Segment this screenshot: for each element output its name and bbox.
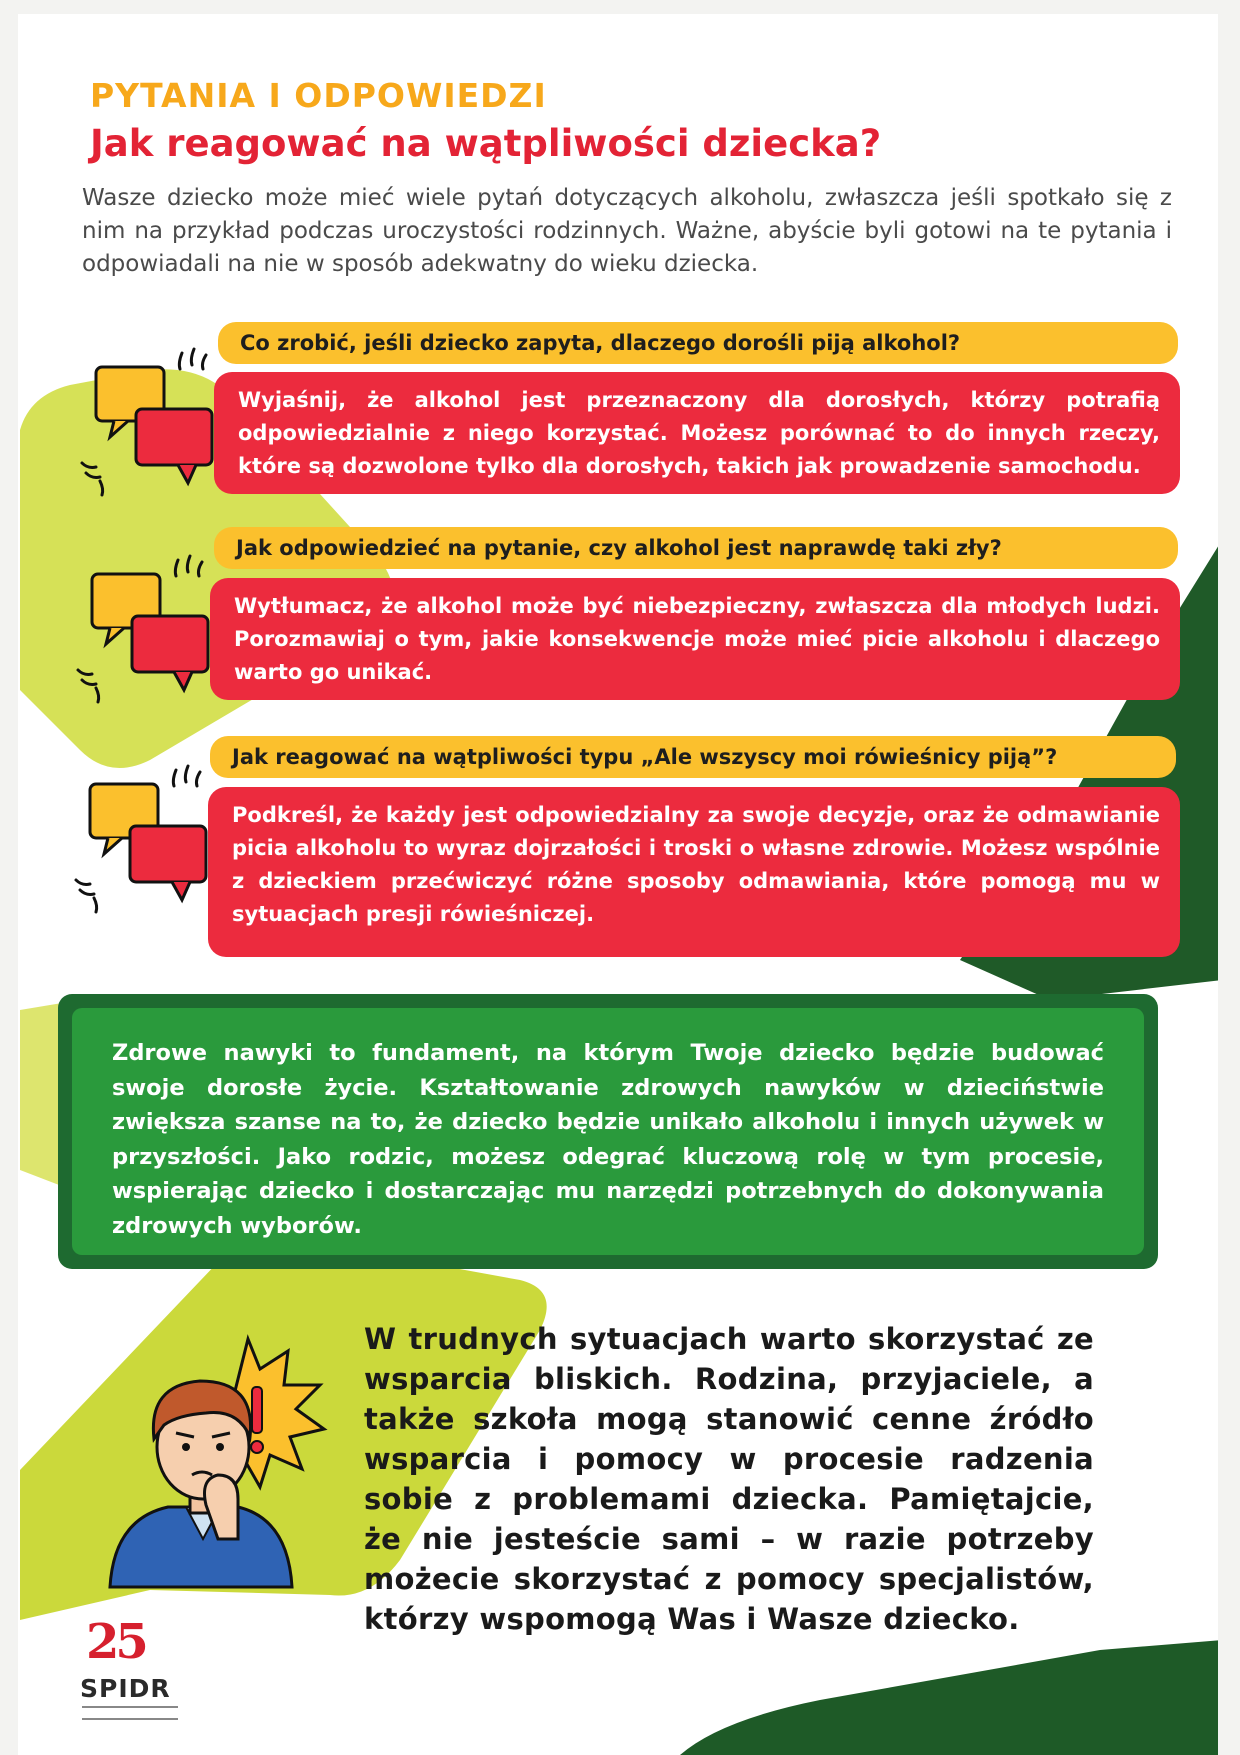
answer-box: Podkreśl, że każdy jest odpowiedzialny za swoje decyzje, oraz że odmawianie picia alkoholu to wyraz dojrzałości i troski o własne zdrowie. Możesz wspólnie z dzieckiem przećwiczyć różne sposoby odmawiania, które pomogą mu w sytuacjach presji rówieśniczej. bbox=[208, 787, 1180, 957]
speech-bubbles-icon bbox=[78, 339, 223, 504]
speech-bubbles-icon bbox=[72, 756, 217, 921]
logo-number: 25 bbox=[86, 1614, 145, 1670]
logo-name: SPIDR bbox=[80, 1674, 171, 1703]
logo bbox=[80, 1614, 180, 1724]
support-paragraph: W trudnych sytuacjach warto skorzystać ze wsparcia bliskich. Rodzina, przyjaciele, a także szkoła mogą stanowić cenne źródło wsparcia i pomocy w procesie radzenia sobie z problemami dziecka. Pamiętajcie, że nie jesteście sami – w razie potrzeby możecie skorzystać z pomocy specjalistów, którzy wspomogą Was i Wasze dziecko. bbox=[364, 1322, 1094, 1636]
page bbox=[18, 14, 1218, 1755]
logo-tagline bbox=[82, 1706, 178, 1720]
question-bar: Jak odpowiedzieć na pytanie, czy alkohol jest naprawdę taki zły? bbox=[214, 527, 1178, 569]
section-label: PYTANIA I ODPOWIEDZI bbox=[90, 76, 547, 115]
question-bar: Co zrobić, jeśli dziecko zapyta, dlaczego dorośli piją alkohol? bbox=[218, 322, 1178, 364]
worried-person-icon bbox=[88, 1329, 348, 1589]
intro-paragraph: Wasze dziecko może mieć wiele pytań dotyczących alkoholu, zwłaszcza jeśli spotkało się z nim na przykład podczas uroczystości rodzinnych. Ważne, abyście byli gotowi na te pytania i odpowiadali na nie w sposób adekwatny do wieku dziecka. bbox=[82, 185, 1172, 277]
speech-bubbles-icon bbox=[74, 546, 219, 711]
answer-box: Wytłumacz, że alkohol może być niebezpieczny, zwłaszcza dla młodych ludzi. Porozmawiaj o tym, jakie konsekwencje może mieć picie alkoholu i dlaczego warto go unikać. bbox=[210, 578, 1180, 700]
answer-box: Wyjaśnij, że alkohol jest przeznaczony dla dorosłych, którzy potrafią odpowiedzialnie z niego korzystać. Możesz porównać to do innych rzeczy, które są dozwolone tylko dla dorosłych, takich jak prowadzenie samochodu. bbox=[214, 372, 1180, 494]
page-title: Jak reagować na wątpliwości dziecka? bbox=[90, 122, 882, 165]
question-bar: Jak reagować na wątpliwości typu „Ale wszyscy moi rówieśnicy piją”? bbox=[210, 736, 1176, 778]
highlight-box bbox=[58, 994, 1158, 1269]
highlight-text: Zdrowe nawyki to fundament, na którym Twoje dziecko będzie budować swoje dorosłe życie. Kształtowanie zdrowych nawyków w dzieciństwie zwiększa szanse na to, że dziecko będzie unikało alkoholu i innych używek w przyszłości. Jako rodzic, możesz odegrać kluczową rolę w tym procesie, wspierając dziecko i dostarczając mu narzędzi potrzebnych do dokonywania zdrowych wyborów. bbox=[72, 1008, 1144, 1255]
